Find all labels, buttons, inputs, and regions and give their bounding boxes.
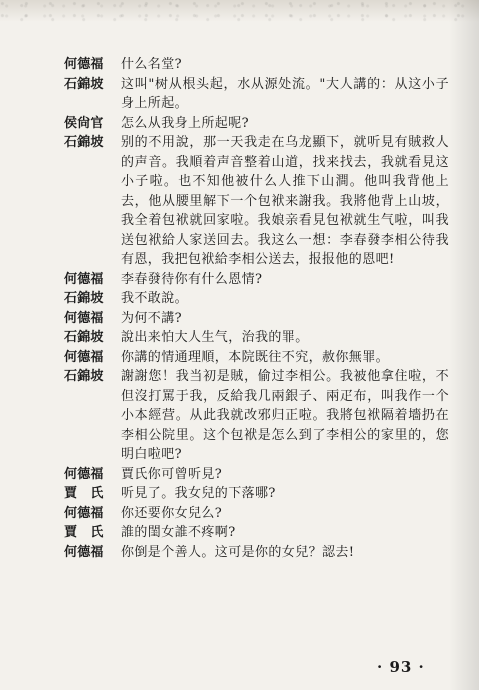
dialogue-text: 誰的閨女誰不疼啊?	[121, 525, 236, 540]
speaker-name: 侯尙官	[64, 115, 104, 131]
dialogue-text: 怎么从我身上所起呢?	[121, 115, 249, 131]
dialogue-text: 謝謝您！我当初是賊，偷过李相公。我被他拿住啦，不但沒打罵于我，反給我几兩銀子、兩疋布，叫我作一个小本經营。从此我就改邪归正啦。我將包袱隔着墻扔在李相公院里。这个包袱是怎么到了李相公的家里的，您明白啦吧?	[121, 369, 449, 462]
dialogue-text: 你还要你女兒么?	[121, 505, 223, 521]
dialogue-line	[64, 348, 449, 368]
scan-right-edge	[449, 0, 479, 690]
dialogue-line	[64, 289, 449, 309]
dialogue-line	[64, 523, 449, 543]
speaker-name: 何德福	[64, 466, 104, 482]
dialogue-line	[64, 270, 449, 290]
dialogue-line	[64, 114, 449, 134]
scan-top-edge	[0, 0, 479, 22]
dialogue-text: 賈氏你可曾听見?	[121, 466, 223, 482]
dialogue-text: 这叫"树从根头起，水从源处流。"大人講的：从这小子身上所起。	[121, 76, 449, 111]
dialogue-block	[64, 55, 449, 562]
dialogue-text: 說出来怕大人生气，治我的罪。	[121, 330, 309, 345]
dialogue-line	[64, 55, 449, 75]
dialogue-text: 别的不用說，那一天我走在乌龙顯下，就听見有賊救人的声音。我順着声音整着山道，找来找去，我就看見这小子啦。也不知他被什么人推下山澗。他叫我背他上去，他从腰里解下一个包袱来謝我。我將他背上山坡，我全着包袱就回家啦。我娘亲看見包袱就生气啦，叫我送包袱給人家送回去。我这么一想：李春發李相公待我有恩，我把包袱給李相公送去，报报他的恩吧!	[121, 135, 449, 267]
dialogue-text: 你講的情通理順，本院既往不究，赦你無罪。	[121, 349, 390, 365]
speaker-name: 石錦坡	[64, 135, 104, 150]
speaker-name: 石錦坡	[64, 369, 104, 384]
speaker-name: 賈 氏	[64, 486, 104, 501]
dialogue-line	[64, 543, 449, 563]
speaker-name: 石錦坡	[64, 291, 104, 306]
dialogue-line	[64, 367, 449, 465]
dialogue-line	[64, 133, 449, 270]
speaker-name: 何德福	[64, 271, 104, 287]
dialogue-line	[64, 75, 449, 114]
dialogue-line	[64, 465, 449, 485]
dialogue-text: 听見了。我女兒的下落哪?	[121, 486, 276, 501]
page-number: · 93 ·	[377, 658, 425, 676]
dialogue-text: 什么名堂?	[121, 57, 182, 72]
speaker-name: 石錦坡	[64, 330, 104, 345]
dialogue-text: 我不敢說。	[121, 291, 189, 306]
dialogue-line	[64, 504, 449, 524]
speaker-name: 何德福	[64, 544, 104, 560]
speaker-name: 石錦坡	[64, 76, 104, 92]
dialogue-text: 你倒是个善人。这可是你的女兒？認去!	[121, 544, 355, 560]
dialogue-text: 李春發待你有什么恩情?	[121, 271, 263, 287]
speaker-name: 何德福	[64, 349, 104, 365]
dialogue-line	[64, 328, 449, 348]
speaker-name: 何德福	[64, 310, 104, 326]
dialogue-line	[64, 309, 449, 329]
speaker-name: 賈 氏	[64, 525, 104, 540]
dialogue-line	[64, 484, 449, 504]
speaker-name: 何德福	[64, 57, 104, 72]
speaker-name: 何德福	[64, 505, 104, 521]
dialogue-text: 为何不講?	[121, 310, 182, 326]
